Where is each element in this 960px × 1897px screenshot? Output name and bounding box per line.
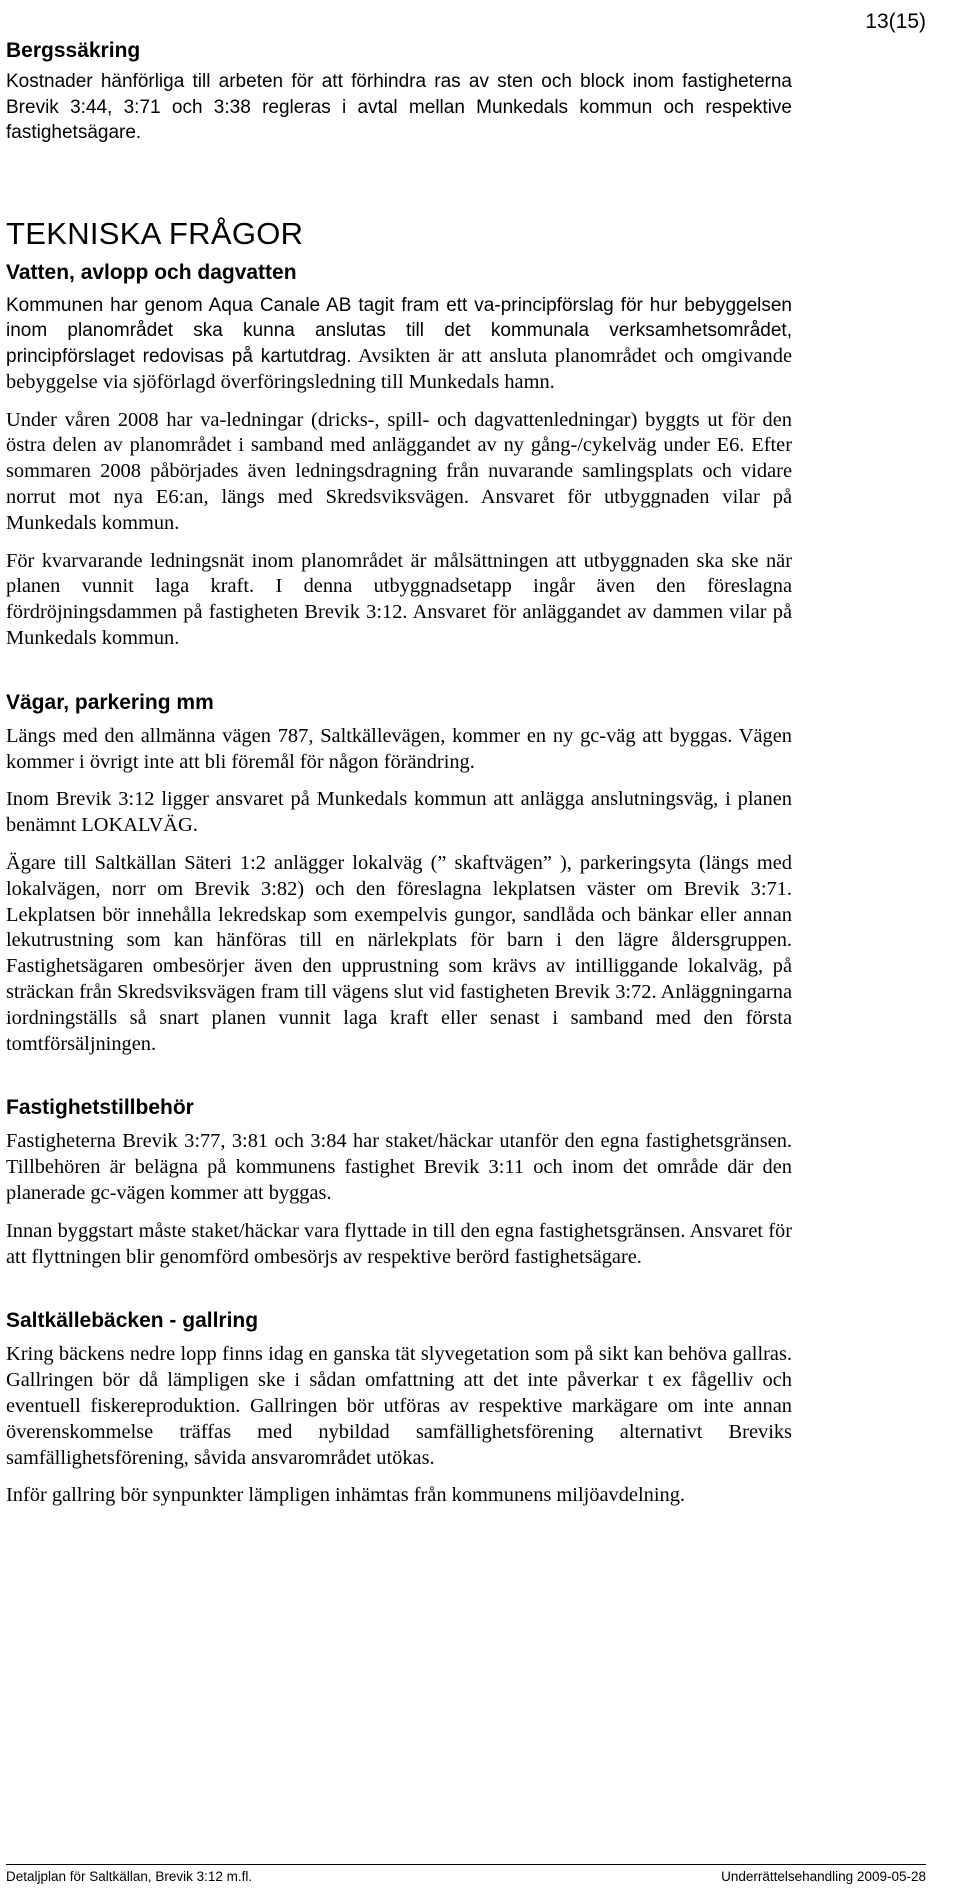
page-number: 13(15) xyxy=(865,10,926,33)
paragraph-vagar-2: Inom Brevik 3:12 ligger ansvaret på Munkedals kommun att anlägga anslutningsväg, i planen benämnt LOKALVÄG. xyxy=(6,788,792,837)
section-saltkallebacken xyxy=(6,1308,792,1509)
paragraph-vagar-1: Längs med den allmänna vägen 787, Saltkällevägen, kommer en ny gc-väg att byggas. Vägen kommer i övrigt inte att bli föremål för någon förändring. xyxy=(6,724,792,773)
paragraph-bergssakring: Kostnader hänförliga till arbeten för att förhindra ras av sten och block inom fastigheterna Brevik 3:44, 3:71 och 3:38 regleras i avtal mellan Munkedals kommun och respektive fastighetsägare. xyxy=(6,71,792,143)
heading-vagar-parkering: Vägar, parkering mm xyxy=(6,690,214,714)
paragraph-vatten-2: Under våren 2008 har va-ledningar (dricks-, spill- och dagvattenledningar) byggts ut för den östra delen av planområdet i samband med anläggandet av ny gång-/cykelväg under E6. Efter sommaren 2008 påbörjades även ledningsdragning från nuvarande samlingsplats och vidare norrut mot nya E6:an, längs med Skredsviksvägen. Ansvaret för utbyggnaden vilar på Munkedals kommun. xyxy=(6,408,792,534)
section-title-tekniska-fragor: TEKNISKA FRÅGOR xyxy=(6,215,304,251)
paragraph-salt-2: Inför gallring bör synpunkter lämpligen inhämtas från kommunens miljöavdelning. xyxy=(6,1484,685,1507)
paragraph-fastighet-1: Fastigheterna Brevik 3:77, 3:81 och 3:84 har staket/häckar utanför den egna fastighetsgränsen. Tillbehören är belägna på kommunens fastighet Brevik 3:11 och inom det område där den planerade gc-vägen kommer att byggas. xyxy=(6,1130,792,1205)
heading-saltkallebacken-gallring: Saltkällebäcken - gallring xyxy=(6,1309,259,1333)
page-content xyxy=(6,38,792,1509)
paragraph-vagar-3: Ägare till Saltkällan Säteri 1:2 anlägger lokalväg (” skaftvägen” ), parkeringsyta (längs med lokalvägen, norr om Brevik 3:82) och den föreslagna lekplatsen väster om Brevik 3:71. Lekplatsen bör innehålla lekredskap som exempelvis gungor, sandlåda och bänkar eller annan lekutrustning som kan hänföras till en närlekplats för barn i den lägre åldersgruppen. Fastighetsägaren ombesörjer även den upprustning som krävs av intilliggande lokalväg, på sträckan från Skredsviksvägen fram till vägens slut vid fastigheten Brevik 3:72. Anläggningarna iordningställs så snart planen vunnit laga kraft eller senast i samband med den första tomtförsäljningen. xyxy=(6,852,792,1055)
page-footer xyxy=(6,1864,926,1888)
paragraph-salt-1: Kring bäckens nedre lopp finns idag en ganska tät slyvegetation som på sikt kan behöva gallras. Gallringen bör då lämpligen ske i sådan omfattning att det inte påverkar t ex fågelliv och eventuell fiskereproduktion. Gallringen bör utföras av respektive markägare om inte annan överenskommelse träffas med nybildad samfällighetsförening alternativt Breviks samfällighetsförening, såvida ansvarområdet utökas. xyxy=(6,1343,792,1469)
section-fastighetstillbehor xyxy=(6,1095,792,1270)
footer-document-name: Detaljplan för Saltkällan, Brevik 3:12 m.fl. xyxy=(6,1869,253,1884)
section-bergssakring xyxy=(6,38,792,146)
section-vatten xyxy=(6,260,792,652)
paragraph-fastighet-2: Innan byggstart måste staket/häckar vara flyttade in till den egna fastighetsgränsen. Ansvaret för att flyttningen blir genomförd ombesörjs av respektive berörd fastighetsägare. xyxy=(6,1219,792,1268)
paragraph-vatten-1-part-b: Avsikten är att ansluta planområdet och omgivande bebyggelse via sjöförlagd överföringsledning till Munkedals hamn. xyxy=(6,345,792,393)
heading-vatten-avlopp-dagvatten: Vatten, avlopp och dagvatten xyxy=(6,260,297,284)
footer-rule xyxy=(6,1864,926,1865)
heading-bergssakring: Bergssäkring xyxy=(6,39,141,62)
heading-fastighetstillbehor: Fastighetstillbehör xyxy=(6,1096,194,1120)
section-vagar xyxy=(6,690,792,1058)
footer-document-status: Underrättelsehandling 2009-05-28 xyxy=(721,1869,926,1884)
paragraph-vatten-1-part-a: Kommunen har genom Aqua Canale AB tagit fram ett va-principförslag för hur bebyggelsen inom planområdet ska kunna anslutas till det kommunala verksamhetsområdet, principförslaget redovisas på kartutdrag. xyxy=(6,294,792,368)
paragraph-vatten-3: För kvarvarande ledningsnät inom planområdet är målsättningen att utbyggnaden ska ske när planen vunnit laga kraft. I denna utbyggnadsetapp ingår även den föreslagna fördröjningsdammen på fastigheten Brevik 3:12. Ansvaret för anläggandet av dammen vilar på Munkedals kommun. xyxy=(6,549,792,650)
paragraph-vatten-1 xyxy=(6,293,792,396)
